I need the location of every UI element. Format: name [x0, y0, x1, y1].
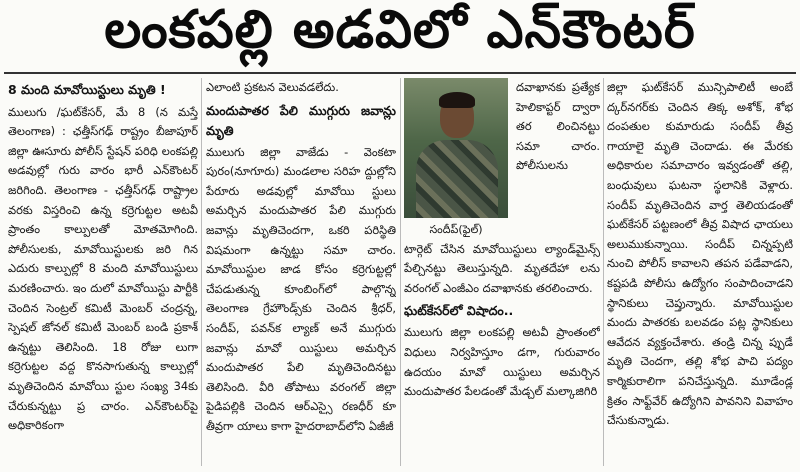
column-2-subhead: మందుపాతర పేలి ముగ్గురు జవాన్లు మృతి [206, 102, 396, 138]
article-column-3 [404, 78, 600, 468]
column-3-body-2: ములుగు జిల్లా లంకపల్లి అటవీ ప్రాంతంలో విధులు నిర్వహిస్తూం డగా, గురువారం ఉదయం మావో యిస్టులు అమర్చిన మందుపాతర పేలడంతో మేడ్చల్ మల్కాజిగిరి [404, 325, 600, 399]
article-column-4 [607, 78, 793, 468]
column-separator [400, 78, 401, 466]
column-3-subhead: ఘట్‌కేసర్‌లో విషాదం.. [404, 303, 514, 319]
headline-rule [4, 72, 796, 74]
column-separator [603, 78, 604, 466]
column-3-photo-text: దవాఖానకు ప్రత్యేక హెలికాప్టర్ ద్వారా తర లించినట్టు సమా చారం. పోలీసులను [516, 80, 600, 173]
column-1-subhead: 8 మంది మావోయిస్టులు మృతి ! [8, 82, 166, 97]
column-3-body: టార్గెట్ చేసిన మావోయిస్టులు ల్యాండ్‌మైన్స్ పేల్చినట్టు తెలుస్తున్నది. మృతదేహా లను వరంగల్ ఎంజీఎం దవాఖానకు తరలించారు. [404, 241, 600, 295]
column-2-lead: ఎలాంటి ప్రకటన వెలువడలేదు. [206, 80, 339, 94]
sandeep-photo [404, 78, 508, 218]
column-1-body: ములుగు /ఘట్‌కేసర్, మే 8 (న మస్తే తెలంగాణ) : ఛత్తీస్‌గఢ్ రాష్ట్రం బీజాపూర్ జిల్లా ఊసూరు పోలీస్ స్టేషన్ పరిధి లంకపల్లి అడవుల్లో గురు వారం భారీ ఎన్‌కౌంటర్ జరిగింది. తెలంగాణ - ఛత్తీస్‌గఢ్ రాష్ట్రాల వరకు విస్తరించి ఉన్న కర్రెగుట్టల అటవీ ప్రాంతం కాల్పులతో మోతమోగింది. పోలీసులకు, మావోయిస్టులకు జరి గిన ఎదురు కాల్పుల్లో 8 మంది మావోయిస్టులు మరణించారు. ఇం దులో మావోయిస్టు పార్టీకి చెందిన సెంట్రల్ కమిటీ మెంబర్ చంద్రన్న, స్పెషల్ జోనల్ కమిటీ మెంబర్ బండి ప్రకాశ్ ఉన్నట్టు తెలిసింది. 18 రోజు లుగా కర్రెగుట్టల వద్ద కొనసాగుతున్న కాల్పుల్లో మృతిచెందిన మావోయి స్టుల సంఖ్య 34కు చేరుకున్నట్టు ప్ర చారం. ఎన్‌కౌంటర్‌పై అధికారికంగా [8, 104, 198, 433]
article-column-1 [8, 78, 198, 468]
column-separator [201, 78, 202, 466]
photo-caption: సందీప్(ఫైల్) [429, 223, 483, 236]
headline: లంకపల్లి అడవిలో ఎన్‌కౌంటర్ [104, 0, 696, 60]
column-4-body: జిల్లా ఘట్‌కేసర్ మున్సిపాలిటీ అంబే ద్కర్‌నగర్‌కు చెందిన తిక్క అశోక్, శోభ దంపతుల కుమారుడు సందీప్ తీవ్ర గాయాలై మృతి చెందాడు. ఈ మేరకు అధికారుల సమాచారం ఇవ్వడంతో తల్లి, బంధువులు ఘటనా స్థలానికి వెళ్లారు. సందీప్ మృతిచెందిన వార్త తెలియడంతో ఘట్‌కేసర్ పట్టణంలో తీవ్ర విషాద ఛాయలు అలుముకున్నాయి. సందీప్ చిన్నప్పటి నుంచి పోలీస్ కావాలని తపన పడేవాడని, కష్టపడి పోలీసు ఉద్యోగం సంపాదించాడని స్థానికులు చెప్తున్నారు. మావోయిస్టుల మందు పాతరకు బలవడం పట్ల స్థానికులు ఆవేదన వ్యక్తంచేశారు. తండ్రి చిన్న ప్పుడే మృతి చెందగా, తల్లి శోభ పాచి పద్యం కార్మికురాలిగా పనిచేస్తున్నది. మూడేండ్ల క్రితం సాఫ్ట్‌వేర్ ఉద్యోగిని పావనిని వివాహం చేసుకున్నాడు. [607, 80, 793, 428]
article-column-2 [206, 78, 396, 468]
column-2-body: ములుగు జిల్లా వాజేడు - వెంకటా పురం(నూగూరు) మండలాల సరిహ ద్దుల్లోని పేరూరు అడవుల్లో మావోయి స్టులు అమర్చిన మందుపాతర పేలి ముగ్గురు జవాన్లు మృతిచెందగా, ఒకరి పరిస్థితి విషమంగా ఉన్నట్టు సమా చారం. మావోయిస్టుల జాడ కోసం కర్రెగుట్టల్లో చేపడుతున్న కూంబింగ్‌లో పాల్గొన్న తెలంగాణ గ్రేహౌండ్స్‌కు చెందిన శ్రీధర్, సందీప్, పవన్‌క ల్యాణ్ అనే ముగ్గురు జవాన్లు మావో యిస్టులు అమర్చిన మందుపాతర పేలి మృతిచెందినట్టు తెలిసింది. వీరి తోపాటు వరంగల్ జిల్లా పైడిపల్లికి చెందిన ఆర్‌ఎస్సై రణధీర్ కూ తీవ్రగా యాలు కాగా హైదరాబాద్‌లోని ఏజీజీ [206, 144, 396, 433]
